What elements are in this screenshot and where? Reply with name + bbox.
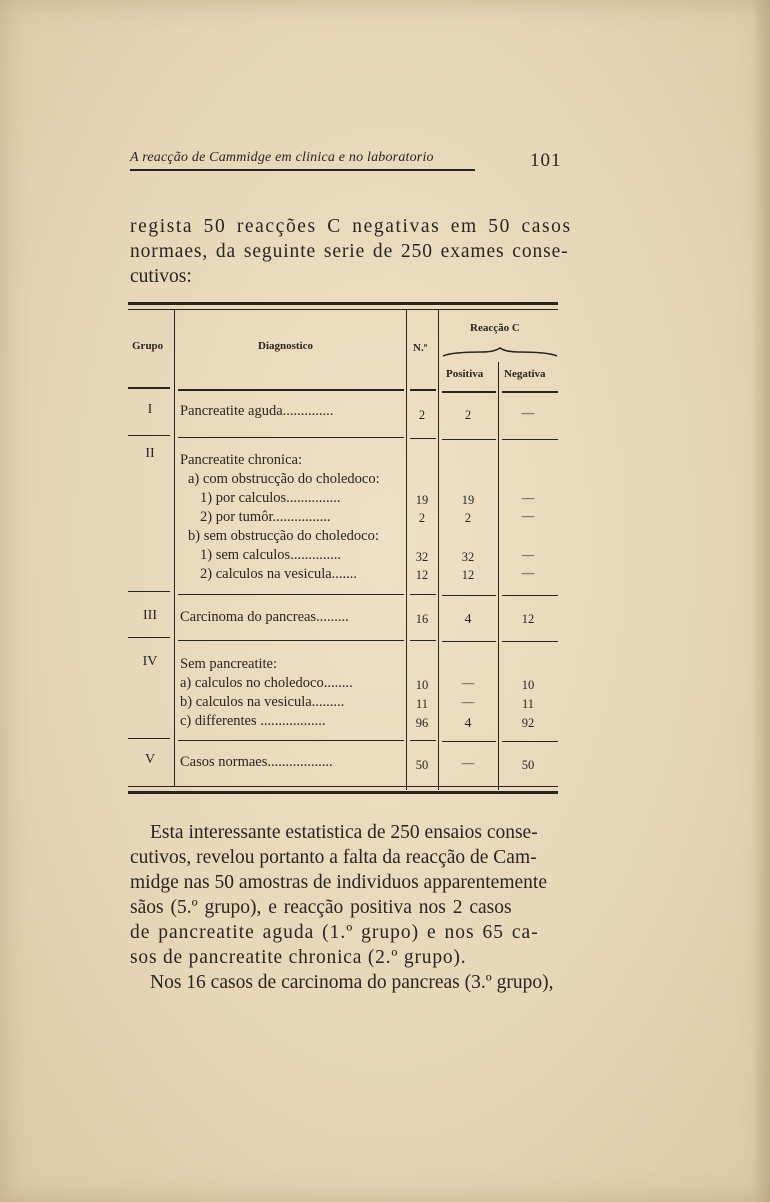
row-rule (128, 591, 170, 592)
count-cell: 12 (415, 568, 429, 582)
row-rule (502, 741, 558, 742)
row-rule (442, 741, 496, 742)
brace-icon (442, 346, 558, 358)
count-cell: 2 (418, 408, 426, 422)
running-head: A reacção de Cammidge em clinica e no laboratorio (130, 150, 475, 171)
negative-cell: 12 (521, 612, 535, 626)
header-rule (502, 391, 558, 393)
negative-cell: — (521, 406, 535, 420)
negative-cell: 11 (521, 697, 535, 711)
row-rule (442, 641, 496, 642)
row-rule (410, 594, 436, 595)
negative-cell: 92 (521, 716, 535, 730)
negative-cell: — (521, 509, 535, 523)
count-cell: 19 (415, 493, 429, 507)
group-number: II (145, 446, 155, 461)
diag-cell: c) differentes .................. (180, 713, 326, 729)
header-numero: N.º (413, 342, 428, 354)
row-rule (128, 435, 170, 436)
negative-cell: 10 (521, 678, 535, 692)
header-rule (442, 391, 496, 393)
group-number: IV (142, 654, 158, 669)
positive-cell: 32 (461, 550, 475, 564)
positive-cell: 12 (461, 568, 475, 582)
diag-cell: Casos normaes.................. (180, 754, 333, 770)
row-rule (128, 738, 170, 739)
group-number: V (144, 752, 156, 767)
diag-subtitle: b) sem obstrucção do choledoco: (188, 528, 379, 544)
diag-subtitle: a) com obstrucção do choledoco: (188, 471, 380, 487)
row-rule (178, 640, 404, 641)
group-number: I (147, 402, 153, 417)
diag-cell: Carcinoma do pancreas......... (180, 609, 349, 625)
row-rule (502, 595, 558, 596)
count-cell: 32 (415, 550, 429, 564)
header-negativa: Negativa (504, 368, 546, 380)
body-line: sos de pancreatite chronica (2.º grupo). (130, 947, 467, 968)
count-cell: 11 (415, 697, 429, 711)
page-edge-shadow (754, 0, 770, 1202)
diag-cell: Pancreatite aguda.............. (180, 403, 334, 419)
intro-line: regista 50 reacções C negativas em 50 casos (130, 216, 572, 237)
positive-cell: — (461, 676, 475, 690)
diag-title: Sem pancreatite: (180, 656, 278, 672)
negative-cell: 50 (521, 758, 535, 772)
header-grupo: Grupo (132, 340, 164, 352)
negative-cell: — (521, 566, 535, 580)
positive-cell: 19 (461, 493, 475, 507)
row-rule (502, 439, 558, 440)
row-rule (410, 640, 436, 641)
row-rule (178, 437, 404, 438)
diag-cell: b) calculos na vesicula......... (180, 694, 345, 710)
page-number: 101 (530, 150, 562, 171)
row-rule (410, 740, 436, 741)
header-rule (178, 389, 404, 391)
count-cell: 16 (415, 612, 429, 626)
row-rule (178, 740, 404, 741)
row-rule (442, 595, 496, 596)
row-rule (178, 594, 404, 595)
body-line: de pancreatite aguda (1.º grupo) e nos 65 ca- (130, 922, 539, 943)
table-bottom-rule-thin (128, 786, 558, 787)
count-cell: 96 (415, 716, 429, 730)
count-cell: 50 (415, 758, 429, 772)
count-cell: 2 (418, 511, 426, 525)
positive-cell: 2 (464, 511, 472, 525)
diag-title: Pancreatite chronica: (180, 452, 302, 468)
table-top-rule-thin (128, 309, 558, 310)
positive-cell: 2 (464, 408, 472, 422)
diag-cell: 1) por calculos............... (200, 490, 341, 506)
diag-cell: 2) calculos na vesicula....... (200, 566, 358, 582)
positive-cell: 4 (464, 716, 472, 731)
header-positiva: Positiva (446, 368, 484, 380)
negative-cell: — (521, 548, 535, 562)
row-rule (442, 439, 496, 440)
header-diagnostico: Diagnostico (258, 340, 313, 352)
statistics-table (128, 300, 558, 796)
intro-paragraph (130, 214, 572, 289)
positive-cell: 4 (464, 612, 472, 627)
negative-cell: — (521, 491, 535, 505)
body-line: sãos (5.º grupo), e reacção positiva nos 2 casos (130, 897, 512, 918)
group-number: III (143, 608, 157, 623)
row-rule (410, 438, 436, 439)
positive-cell: — (461, 695, 475, 709)
diag-cell: 1) sem calculos.............. (200, 547, 341, 563)
row-rule (502, 641, 558, 642)
body-line: Esta interessante estatistica de 250 ensaios conse- (150, 822, 538, 843)
diag-cell: 2) por tumôr................ (200, 509, 331, 525)
diag-cell: a) calculos no choledoco........ (180, 675, 353, 691)
header-rule (410, 389, 436, 391)
positive-cell: — (461, 756, 475, 770)
table-bottom-rule (128, 791, 558, 794)
body-line: Nos 16 casos de carcinoma do pancreas (3.º grupo), (150, 972, 554, 993)
header-reaccao: Reacção C (470, 322, 520, 334)
intro-line: cutivos: (130, 266, 192, 287)
body-line: midge nas 50 amostras de individuos apparentemente (130, 872, 547, 893)
row-rule (128, 637, 170, 638)
count-cell: 10 (415, 678, 429, 692)
col-divider-grupo (174, 310, 175, 786)
body-paragraph (130, 820, 560, 995)
body-line: cutivos, revelou portanto a falta da reacção de Cam- (130, 847, 537, 868)
header-rule (128, 387, 170, 389)
table-top-rule (128, 302, 558, 305)
intro-line: normaes, da seguinte serie de 250 exames conse- (130, 241, 569, 262)
